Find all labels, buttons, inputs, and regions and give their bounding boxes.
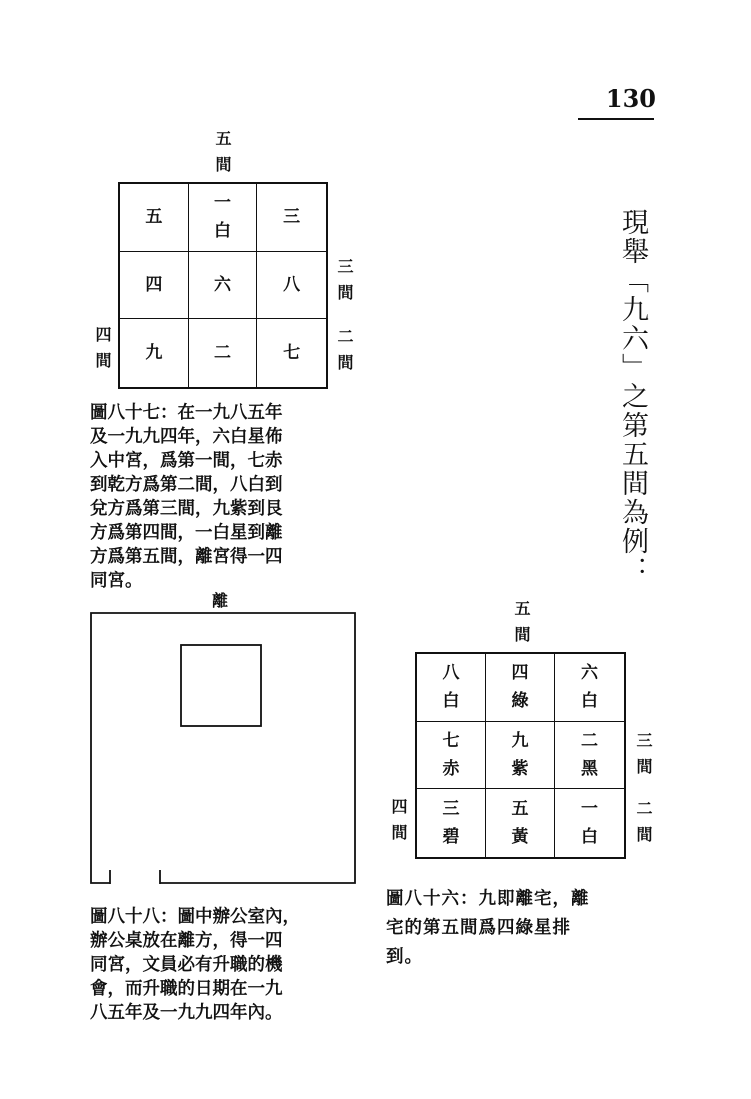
fig88-wall-left-end <box>91 870 110 883</box>
fig88-caption <box>90 905 380 1025</box>
fig86-right-lower-label: 二間 <box>634 800 653 852</box>
cell-text: 紫 <box>511 758 529 779</box>
cell-text: 一 <box>581 799 598 820</box>
figure86-cell-2 <box>486 654 555 722</box>
fig88-desk <box>181 645 261 726</box>
fig87-caption-line: 入中宮，爲第一間，七赤 <box>90 451 283 471</box>
figure87-cell-8 <box>189 319 258 387</box>
fig86-caption <box>386 885 666 972</box>
cell-text: 白 <box>581 827 598 848</box>
cell-text: 黑 <box>581 758 598 779</box>
fig87-caption-line: 同宮。 <box>90 571 143 591</box>
fig88-wall <box>91 613 355 883</box>
cell-text: 一 <box>213 193 231 214</box>
figure86-cell-5 <box>486 722 555 790</box>
fig87-caption-line: 兌方爲第三間，九紫到艮 <box>90 499 283 519</box>
fig87-left-label: 四間 <box>93 326 112 378</box>
fig87-caption-line: 到乾方爲第二間，八白到 <box>90 475 283 495</box>
fig86-top-label: 五間 <box>512 600 531 652</box>
figure87-cell-3 <box>257 184 326 252</box>
figure87-cell-4 <box>120 252 189 320</box>
fig86-right-upper-label: 三間 <box>634 732 653 784</box>
figure86-cell-7 <box>417 789 486 857</box>
fig88-caption-line: 會，而升職的日期在一九 <box>90 979 283 999</box>
fig88-caption-line: 同宮，文員必有升職的機 <box>90 955 283 975</box>
vertical-title: 現舉「九六」之第五間為例： <box>617 208 648 585</box>
cell-text: 二 <box>581 730 598 751</box>
cell-text: 四 <box>145 274 163 295</box>
fig86-left-label: 四間 <box>389 798 408 850</box>
cell-text: 九 <box>145 343 163 364</box>
fig87-caption <box>90 401 370 593</box>
cell-text: 五 <box>145 207 163 228</box>
figure86-cell-8 <box>486 789 555 857</box>
figure86-cell-1 <box>417 654 486 722</box>
cell-text: 白 <box>442 691 460 712</box>
fig86-caption-line: 圖八十六：九即離宅，離 <box>386 889 590 909</box>
fig88-caption-line: 辦公桌放在離方，得一四 <box>90 931 283 951</box>
cell-text: 三 <box>442 799 460 820</box>
cell-text: 三 <box>283 207 301 228</box>
figure86-cell-3 <box>555 654 624 722</box>
figure86-cell-9 <box>555 789 624 857</box>
fig87-grid <box>118 182 328 389</box>
cell-text: 六 <box>581 663 598 684</box>
cell-text: 綠 <box>511 691 529 712</box>
fig86-grid <box>415 652 626 859</box>
cell-text: 二 <box>213 343 231 364</box>
figure87-cell-7 <box>120 319 189 387</box>
cell-text: 黃 <box>511 827 529 848</box>
fig87-caption-line: 方爲第五間，離宮得一四 <box>90 547 283 567</box>
cell-text: 九 <box>511 730 529 751</box>
cell-text: 八 <box>442 663 460 684</box>
page-number: 130 <box>605 84 656 113</box>
cell-text: 五 <box>511 799 529 820</box>
fig87-top-label: 五間 <box>213 130 232 182</box>
cell-text: 白 <box>213 221 231 242</box>
fig87-caption-line: 方爲第四間，一白星到離 <box>90 523 283 543</box>
figure87-cell-9 <box>257 319 326 387</box>
fig88-caption-line: 八五年及一九九四年內。 <box>90 1003 283 1023</box>
cell-text: 碧 <box>442 827 460 848</box>
fig88-caption-line: 圖八十八：圖中辦公室內， <box>90 907 300 927</box>
fig88-office-plan <box>90 612 356 884</box>
cell-text: 七 <box>442 730 460 751</box>
cell-text: 赤 <box>442 758 460 779</box>
cell-text: 六 <box>213 274 231 295</box>
figure87-cell-6 <box>257 252 326 320</box>
figure87-cell-1 <box>120 184 189 252</box>
fig86-caption-line: 到。 <box>386 947 423 967</box>
cell-text: 四 <box>511 663 529 684</box>
fig87-right-upper-label: 三間 <box>335 258 354 310</box>
figure87-cell-5 <box>189 252 258 320</box>
fig87-caption-line: 圖八十七：在一九八五年 <box>90 403 283 423</box>
fig87-right-lower-label: 二間 <box>335 328 354 380</box>
figure86-cell-6 <box>555 722 624 790</box>
page-number-rule <box>578 118 654 120</box>
cell-text: 八 <box>283 274 301 295</box>
figure86-cell-4 <box>417 722 486 790</box>
fig88-top-label: 離 <box>211 591 228 610</box>
cell-text: 七 <box>283 343 301 364</box>
figure87-cell-2 <box>189 184 258 252</box>
fig87-caption-line: 及一九九四年，六白星佈 <box>90 427 283 447</box>
fig86-caption-line: 宅的第五間爲四綠星排 <box>386 918 571 938</box>
cell-text: 白 <box>581 691 598 712</box>
